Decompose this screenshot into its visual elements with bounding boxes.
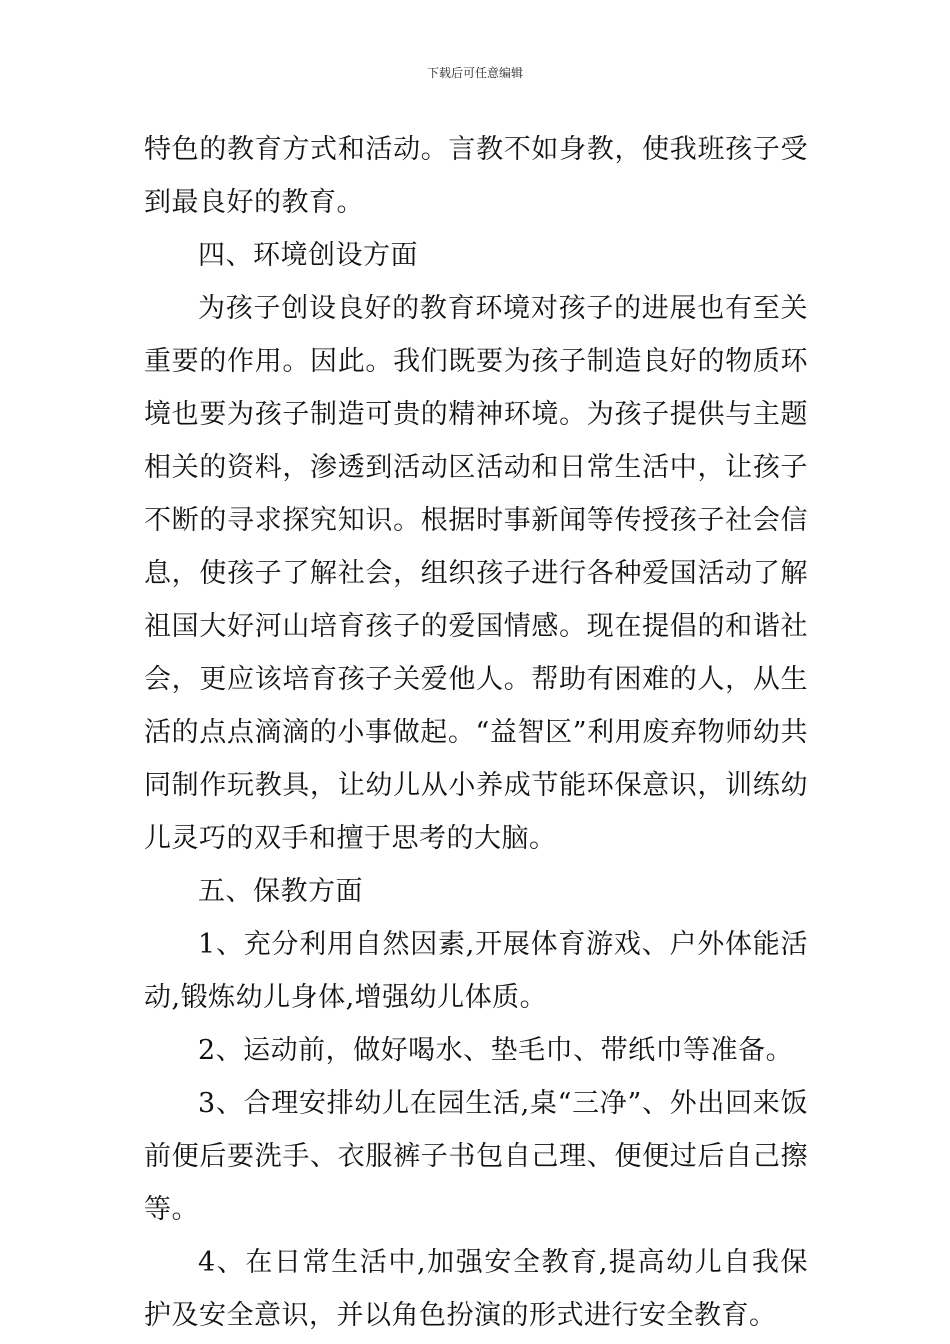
section-heading-environment: 四、环境创设方面 [198,240,418,271]
paragraph-environment: 为孩子创设良好的教育环境对孩子的进展也有至关重要的作用。因此。我们既要为孩子制造良好的物质环境也要为孩子制造可贵的精神环境。为孩子提供与主题相关的资料，渗透到活动区活动和日常生活中，让孩子不断的寻求探究知识。根据时事新闻等传授孩子社会信息，使孩子了解社会，组织孩子进行各种爱国活动了解祖国大好河山培育孩子的爱国情感。现在提倡的和谐社会，更应该培育孩子关爱他人。帮助有困难的人，从生活的点点滴滴的小事做起。“益智区”利用废弃物师幼共同制作玩教具，让幼儿从小养成节能环保意识，训练幼儿灵巧的双手和擅于思考的大脑。 [144,293,808,854]
list-item-3: 3、合理安排幼儿在园生活,桌“三净”、外出回来饭前便后要洗手、衣服裤子书包自己理、便便过后自己擦等。 [144,1088,808,1225]
list-item-1: 1、充分利用自然因素,开展体育游戏、户外体能活动,锻炼幼儿身体,增强幼儿体质。 [144,929,808,1013]
list-item-2: 2、运动前，做好喝水、垫毛巾、带纸巾等准备。 [198,1035,794,1066]
page-header-note: 下载后可任意编辑 [426,66,523,80]
paragraph-continuation: 特色的教育方式和活动。言教不如身教，使我班孩子受到最良好的教育。 [144,134,808,218]
list-item-4: 4、在日常生活中,加强安全教育,提高幼儿自我保护及安全意识，并以角色扮演的形式进行安全教育。 [144,1247,808,1331]
section-heading-care: 五、保教方面 [198,876,363,907]
document-body [144,123,808,1342]
